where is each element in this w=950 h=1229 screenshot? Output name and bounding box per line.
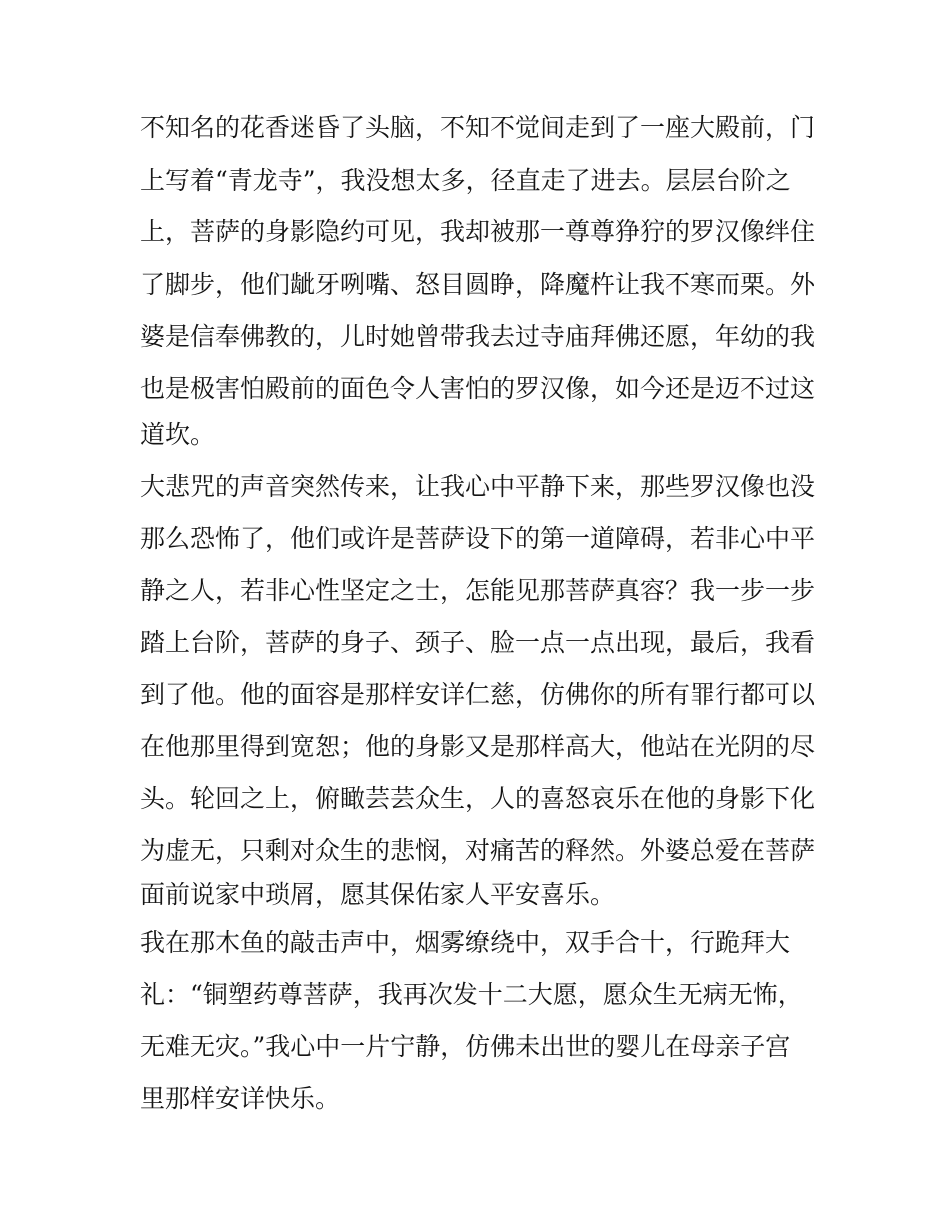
text-line: 大悲咒的声音突然传来，让我心中平静下来，那些罗汉像也没 [140, 472, 816, 501]
text-line: 不知名的花香迷昏了头脑，不知不觉间走到了一座大殿前，门 [140, 113, 816, 142]
text-line: 里那样安详快乐。 [140, 1084, 341, 1113]
text-line: 那么恐怖了，他们或许是菩萨设下的第一道障碍，若非心中平 [140, 524, 816, 553]
text-line: 我在那木鱼的敲击声中，烟雾缭绕中，双手合十，行跪拜大 [140, 928, 791, 957]
text-line: 婆是信奉佛教的，儿时她曾带我去过寺庙拜佛还愿，年幼的我 [140, 322, 816, 351]
text-line: 道坎。 [140, 420, 216, 449]
text-line: 为虚无，只剩对众生的悲悯，对痛苦的释然。外婆总爱在菩萨 [140, 836, 816, 865]
text-line: 无难无灾。”我心中一片宁静，仿佛未出世的婴儿在母亲子宫 [140, 1032, 791, 1061]
text-line: 踏上台阶，菩萨的身子、颈子、脸一点一点出现，最后，我看 [140, 628, 816, 657]
text-line: 也是极害怕殿前的面色令人害怕的罗汉像，如今还是迈不过这 [140, 374, 816, 403]
text-line: 面前说家中琐屑，愿其保佑家人平安喜乐。 [140, 880, 616, 909]
text-line: 头。轮回之上，俯瞰芸芸众生，人的喜怒哀乐在他的身影下化 [140, 784, 816, 813]
text-line: 礼：“铜塑药尊菩萨，我再次发十二大愿，愿众生无病无怖， [140, 980, 803, 1009]
text-line: 静之人，若非心性坚定之士，怎能见那菩萨真容？我一步一步 [140, 576, 816, 605]
text-line: 到了他。他的面容是那样安详仁慈，仿佛你的所有罪行都可以 [140, 680, 816, 709]
text-line: 了脚步，他们龇牙咧嘴、怒目圆睁，降魔杵让我不寒而栗。外 [140, 270, 816, 299]
text-line: 上写着“青龙寺”，我没想太多，径直走了进去。层层台阶之 [140, 166, 791, 195]
text-line: 上，菩萨的身影隐约可见，我却被那一尊尊狰狞的罗汉像绊住 [140, 217, 816, 246]
text-line: 在他那里得到宽恕；他的身影又是那样高大，他站在光阴的尽 [140, 732, 816, 761]
